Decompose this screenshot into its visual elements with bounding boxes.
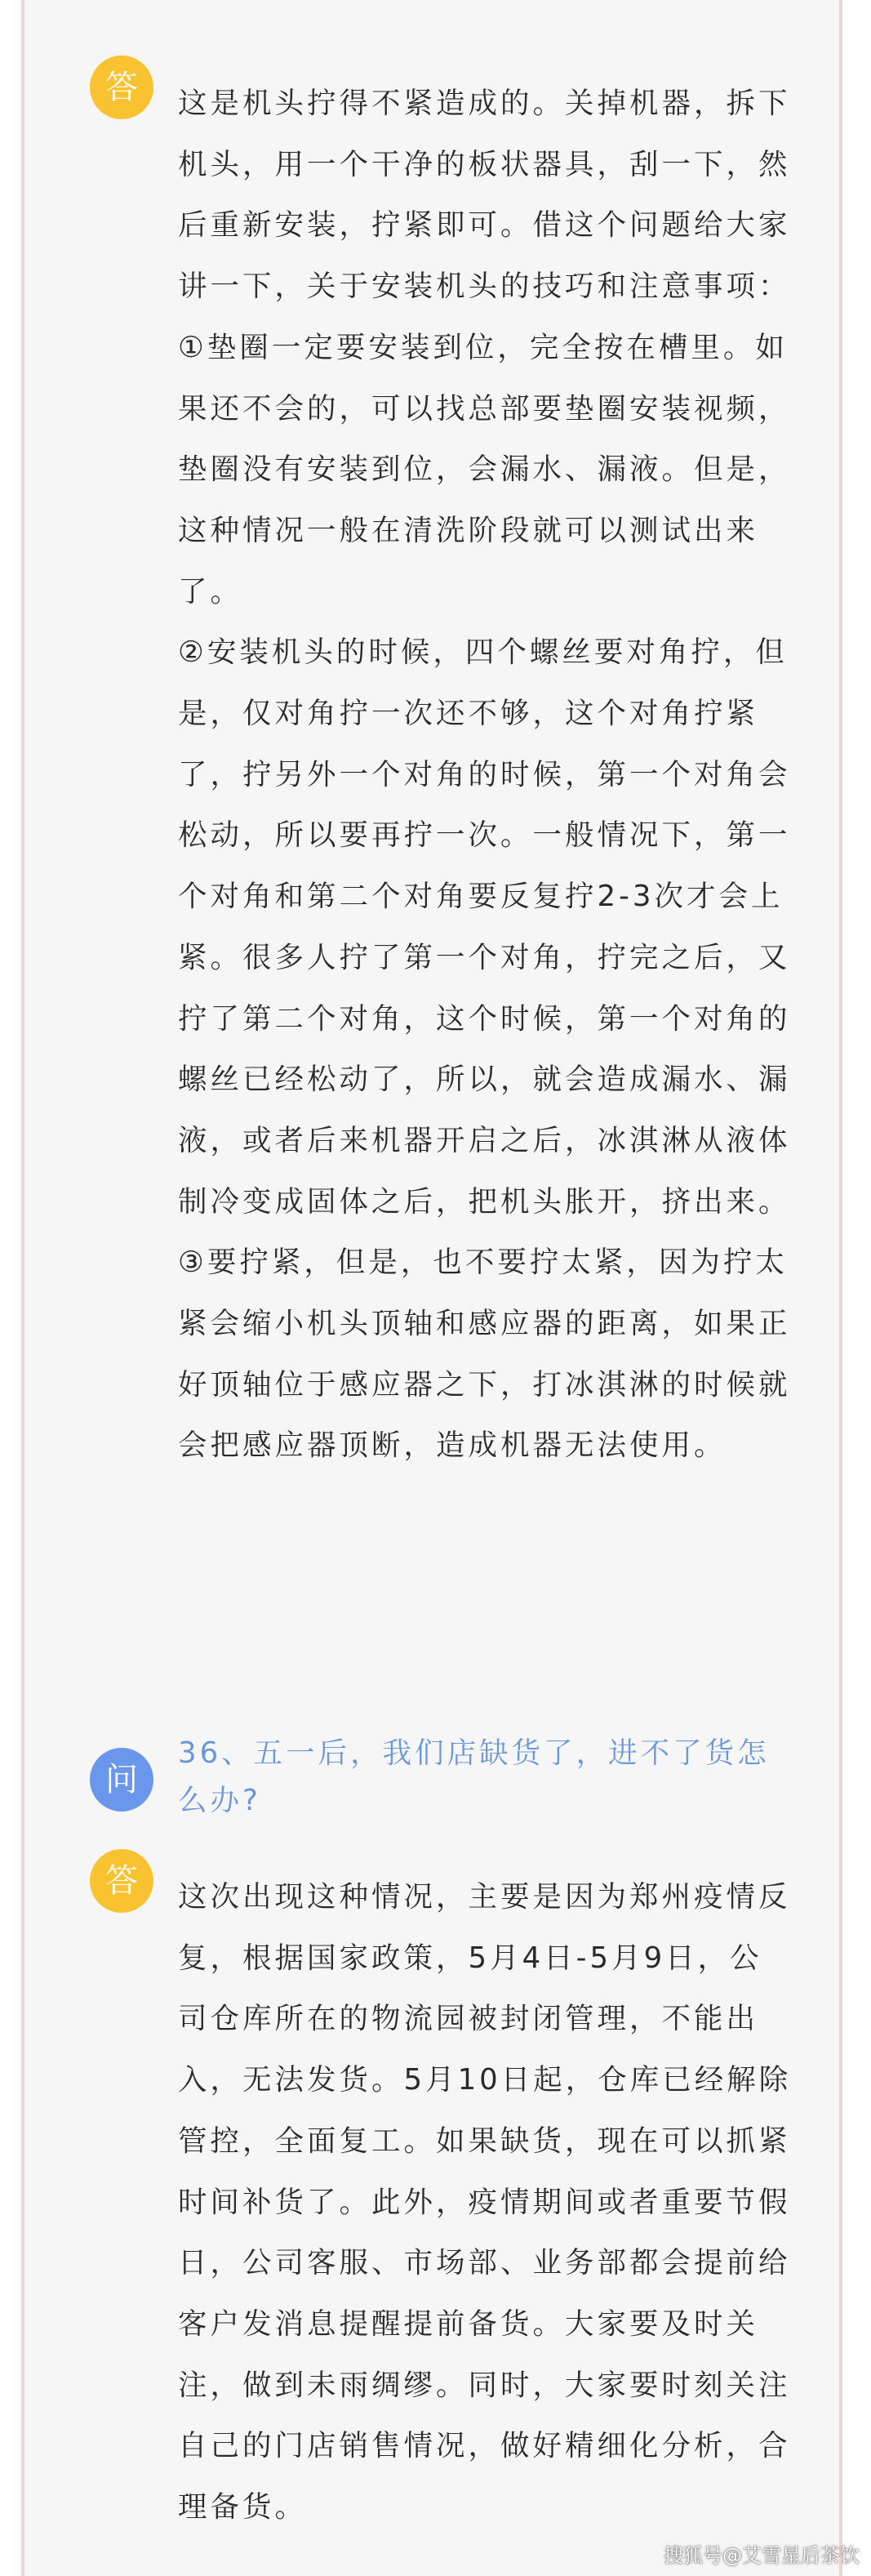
answer-badge: 答 — [90, 1849, 153, 1913]
question-text: 36、五一后，我们店缺货了，进不了货怎么办? — [178, 1736, 770, 1817]
question-badge: 问 — [90, 1748, 153, 1812]
answer-badge: 答 — [90, 56, 153, 119]
qa-card — [21, 0, 842, 2576]
answer-paragraph: ②安装机头的时候，四个螺丝要对角拧，但是，仅对角拧一次还不够，这个对角拧紧了，拧另外一个对角的时候，第一个对角会松动，所以要再拧一次。一般情况下，第一个对角和第二个对角要反复拧2-3次才会上紧。很多人拧了第一个对角，拧完之后，又拧了第二个对角，这个时候，第一个对角的螺丝已经松动了，所以，就会造成漏水、漏液，或者后来机器开启之后，冰淇淋从液体制冷变成固体之后，把机头胀开，挤出来。 — [178, 635, 791, 1219]
watermark: 搜狐号@艾雪星后茶饮 — [664, 2544, 860, 2567]
answer-paragraph: ③要拧紧，但是，也不要拧太紧，因为拧太紧会缩小机头顶轴和感应器的距离，如果正好顶轴位于感应器之下，打冰淇淋的时候就会把感应器顶断，造成机器无法使用。 — [178, 1246, 791, 1463]
answer-paragraph: 这次出现这种情况，主要是因为郑州疫情反复，根据国家政策，5月4日-5月9日，公司仓库所在的物流园被封闭管理，不能出入，无法发货。5月10日起，仓库已经解除管控，全面复工。如果缺货，现在可以抓紧时间补货了。此外，疫情期间或者重要节假日，公司客服、市场部、业务部都会提前给客户发消息提醒提前备货。大家要及时关注，做到未雨绸缪。同时，大家要时刻关注自己的门店销售情况，做好精细化分析，合理备货。 — [178, 1880, 792, 2525]
answer-paragraph: 这是机头拧得不紧造成的。关掉机器，拆下机头，用一个干净的板状器具，刮一下，然后重新安装，拧紧即可。借这个问题给大家讲一下，关于安装机头的技巧和注意事项： — [178, 87, 791, 304]
answer-text — [178, 74, 792, 1477]
answer-text — [178, 1867, 792, 2538]
answer-paragraph: ①垫圈一定要安装到位，完全按在槽里。如果还不会的，可以找总部要垫圈安装视频，垫圈没有安装到位，会漏水、漏液。但是，这种情况一般在清洗阶段就可以测试出来了。 — [178, 330, 791, 608]
